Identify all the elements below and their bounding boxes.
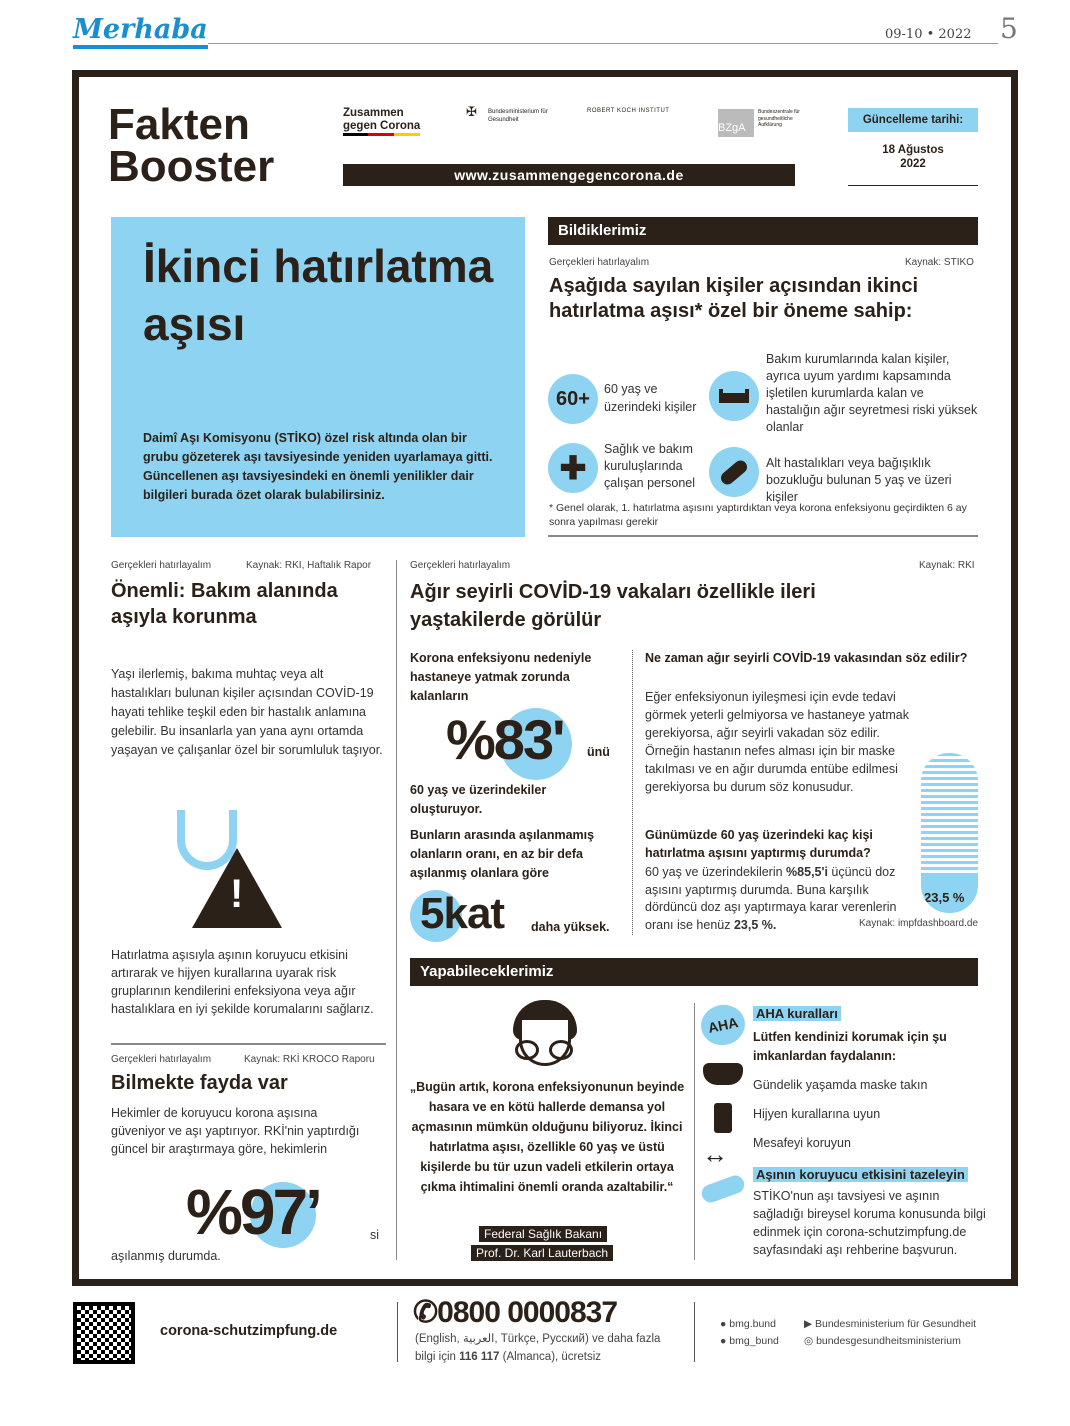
known-item: Sağlık ve bakım kuruluşlarında çalışan personel xyxy=(604,442,696,490)
severe-q1: Ne zaman ağır seyirli COVİD-19 vakasından söz edilir? xyxy=(645,651,968,665)
eagle-icon: ✠ xyxy=(466,104,477,119)
youtube-icon: ▶ xyxy=(804,1318,813,1330)
aha-speech-bubble-icon: AHA xyxy=(697,1001,748,1049)
logo-bzga: BZgA xyxy=(718,109,754,137)
hero-text: Daimî Aşı Komisyonu (STİKO) özel risk altında olan bir grubu gözeterek aşı tavsiyesinde yeniden uyarlamaya gitti. Güncellenen aşı tavsiyesindeki en önemli yenilikler dair bilgileri burada özet olarak bulabilirsiniz. xyxy=(143,431,493,502)
severe-a1: Eğer enfeksiyonun iyileşmesi için evde tedavi görmek yeterli gelmiyorsa ve hastaneye yatmak gerekiyorsa, ağır seyirli vakadan söz edilir. Örneğin hastanın nefes alması için bir maske takılması ve en ağır durumda entübe edilmesi gerekiyorsa bu durum söz konusudur. xyxy=(645,690,910,794)
instagram-icon: ◎ xyxy=(804,1335,814,1347)
severe-source: Kaynak: RKI xyxy=(919,560,975,571)
known-item: Alt hastalıkları veya bağışıklık bozukluğu bulunan 5 yaş ve üzeri kişiler xyxy=(766,456,952,504)
hotline-number[interactable]: ✆0800 0000837 xyxy=(413,1296,618,1329)
gauge-label: 23,5 % xyxy=(924,890,965,905)
section-bar-can: Yapabileceklerimiz xyxy=(410,958,978,986)
lauterbach-quote: „Bugün artık, korona enfeksiyonunun beyinde hasara ve en kötü hallerde demansa yol açmasının mümkün olduğunu biliyoruz. İkinci hatırlatma aşısı, özellikle 60 yaş ve üstü kişilerde bu tür uzun vadeli etkilerin ortaya çıkma ihtimalini önemli oranda azaltabilir.“ xyxy=(409,1080,685,1194)
medical-cross-icon: ✚ xyxy=(548,443,598,493)
schutzimpfung-link[interactable]: corona-schutzimpfung.de xyxy=(825,1225,967,1239)
doctors-big-stat: %97’ xyxy=(186,1176,320,1248)
logo-rki: ROBERT KOCH INSTITUT xyxy=(587,108,670,114)
twitter-link[interactable]: ● bmg_bund xyxy=(720,1335,779,1347)
page-number: 5 xyxy=(1000,12,1018,45)
known-title: Aşağıda sayılan kişiler açısından ikinci hatırlatma aşısı* özel bir öneme sahip: xyxy=(549,275,919,322)
age-60-icon: 60+ xyxy=(548,374,598,424)
fakten-booster-title: Fakten Booster xyxy=(108,100,275,191)
known-item: 60 yaş ve üzerindeki kişiler xyxy=(604,382,697,414)
sanitizer-icon xyxy=(714,1103,732,1133)
known-kicker: Gerçekleri hatırlayalım xyxy=(549,257,650,268)
severe-l3: Bunların arasında aşılanmamış olanların oranı, en az bir defa aşılanmış olanlara göre xyxy=(410,828,595,880)
logo-bzga-text: Bundeszentrale für gesundheitliche Aufklärung xyxy=(758,109,800,128)
header-rule xyxy=(208,43,998,44)
youtube-link[interactable]: ▶ Bundesministerium für Gesundheit xyxy=(804,1318,977,1330)
footer-divider xyxy=(397,1302,398,1362)
logo-bmg: ✠ Bundesministerium für Gesundheit xyxy=(466,104,548,123)
vaccination-gauge xyxy=(921,753,978,913)
column-divider xyxy=(396,560,397,1260)
footer-divider xyxy=(694,1302,695,1362)
footer-site[interactable]: corona-schutzimpfung.de xyxy=(160,1323,338,1339)
refresh-text: STİKO'nun aşı tavsiyesi ve aşının sağladığı bireysel koruma konusunda bilgi edinmek için corona-schutzimpfung.de sayfasındaki aşı rehberine başvurun. xyxy=(753,1189,986,1257)
quote-author-title: Federal Sağlık Bakanı xyxy=(479,1226,607,1242)
severe-a2: 60 yaş ve üzerindekilerin %85,5'i üçüncü doz aşısını yaptırmış durumda. Buna karşılık dördüncü doz aşı yaptırmaya karar verenlerin oranı ise henüz 23,5 %. xyxy=(645,865,897,932)
care-text: Yaşı ilerlemiş, bakıma muhtaç veya alt hastalıkları bulunan kişiler açısından COVİD-19 hayati tehlike teşkil eden bir hastalık anlamına gelebilir. Bu insanlarla yan yana aynı ortamda yaşayan ve çalışanlar özel bir sorumluluk taşıyor. xyxy=(111,667,383,757)
care-kicker: Gerçekleri hatırlayalım xyxy=(111,560,212,571)
known-footnote: * Genel olarak, 1. hatırlatma aşısını yaptırdıktan veya korona enfeksiyonu geçirdikten 6 ay sonra yapılması gerekir xyxy=(549,502,967,528)
facebook-icon: ● xyxy=(720,1318,727,1330)
update-rule xyxy=(848,185,978,186)
severe-l1: Korona enfeksiyonu nedeniyle hastaneye yatmak zorunda kalanların xyxy=(410,651,592,703)
doctors-suffix: si xyxy=(370,1228,380,1242)
bed-icon xyxy=(709,371,759,421)
mask-icon xyxy=(703,1063,743,1085)
impfdashboard-link[interactable]: impfdashboard.de xyxy=(897,918,978,929)
facebook-link[interactable]: ● bmg.bund xyxy=(720,1318,776,1330)
instagram-link[interactable]: ◎ bundesgesundheitsministerium xyxy=(804,1335,961,1347)
warning-illustration: ! xyxy=(172,810,307,930)
distance-arrow-icon: ↔ xyxy=(702,1139,728,1169)
hotline-note: (English, العربية, Türkçe, Русский) ve daha fazla bilgi için 116 117 (Almanca), ücretsiz xyxy=(415,1333,661,1363)
doctors-end: aşılanmış durumda. xyxy=(111,1249,221,1263)
rule-distance: Mesafeyi koruyun xyxy=(753,1136,851,1150)
doctors-title: Bilmekte fayda var xyxy=(111,1072,288,1094)
severe-big-stat: %83' xyxy=(446,708,564,771)
care-source: Kaynak: RKI, Haftalık Rapor xyxy=(246,560,372,571)
newspaper-logo: Merhaba xyxy=(73,14,208,49)
severe-kicker: Gerçekleri hatırlayalım xyxy=(410,560,511,571)
hero-title: İkinci hatırlatma aşısı xyxy=(143,240,494,350)
social-links-2 xyxy=(804,1316,976,1350)
pills-icon xyxy=(709,447,759,497)
twitter-icon: ● xyxy=(720,1335,727,1347)
severe-source-2: Kaynak: impfdashboard.de xyxy=(859,918,978,929)
rule-hygiene: Hijyen kurallarına uyun xyxy=(753,1107,881,1121)
known-source: Kaynak: STIKO xyxy=(905,257,974,268)
refresh-title: Aşının koruyucu etkisini tazeleyin xyxy=(753,1167,968,1182)
doctors-kicker: Gerçekleri hatırlayalım xyxy=(111,1054,212,1065)
care-text-2: Hatırlatma aşısıyla aşının koruyucu etkisini artırarak ve hijyen kurallarına uyarak risk gruplarının kendilerini enfeksiyona veya ağır hastalıklara en iyi şekilde korumalarını sağlarız. xyxy=(111,948,374,1016)
issue-date: 09-10 • 2022 xyxy=(885,27,972,42)
update-label: Güncelleme tarihi: xyxy=(848,108,978,132)
doctors-source: Kaynak: RKİ KROCO Raporu xyxy=(244,1054,375,1065)
campaign-url[interactable]: www.zusammengegencorona.de xyxy=(343,164,795,186)
severe-l2: 60 yaş ve üzerindekiler oluşturuyor. xyxy=(410,783,547,816)
logo-zusammen: Zusammen gegen Corona xyxy=(343,107,420,136)
aha-intro: Lütfen kendinizi korumak için şu imkanlardan faydalanın: xyxy=(753,1030,947,1063)
severe-big2-suffix: daha yüksek. xyxy=(531,920,610,934)
rule-mask: Gündelik yaşamda maske takın xyxy=(753,1078,928,1092)
severe-big-suffix: ünü xyxy=(587,745,610,759)
dotted-divider xyxy=(632,650,633,935)
can-divider xyxy=(694,1003,695,1260)
aha-title: AHA kuralları xyxy=(753,1006,841,1021)
lauterbach-portrait-icon xyxy=(505,1000,585,1070)
care-rule xyxy=(111,1043,386,1045)
social-links xyxy=(720,1316,779,1350)
quote-author-name: Prof. Dr. Karl Lauterbach xyxy=(471,1245,613,1261)
update-date: 18 Ağustos 2022 xyxy=(882,144,944,170)
severe-q2: Günümüzde 60 yaş üzerindeki kaç kişi hatırlatma aşısını yaptırmış durumda? xyxy=(645,828,873,860)
care-title: Önemli: Bakım alanında aşıyla korunma xyxy=(111,580,338,628)
known-item: Bakım kurumlarında kalan kişiler, ayrıca uyum yardımı kapsamında işletilen kurumlarda kalan ve hastalığın ağır seyretmesi riski yüksek olanlar xyxy=(766,352,978,434)
severe-title: Ağır seyirli COVİD-19 vakaları özellikle ileri yaştakilerde görülür xyxy=(410,581,816,631)
known-rule xyxy=(548,535,978,537)
phone-icon: ✆ xyxy=(413,1296,438,1329)
hero-box xyxy=(111,217,525,537)
qr-code[interactable] xyxy=(73,1302,135,1364)
severe-big2: 5kat xyxy=(420,889,505,938)
doctors-text: Hekimler de koruyucu korona aşısına güveniyor ve aşı yaptırıyor. RKİ'nin yaptırdığı güncel bir araştırmaya göre, hekimlerin xyxy=(111,1106,360,1156)
section-bar-known: Bildiklerimiz xyxy=(548,217,978,245)
